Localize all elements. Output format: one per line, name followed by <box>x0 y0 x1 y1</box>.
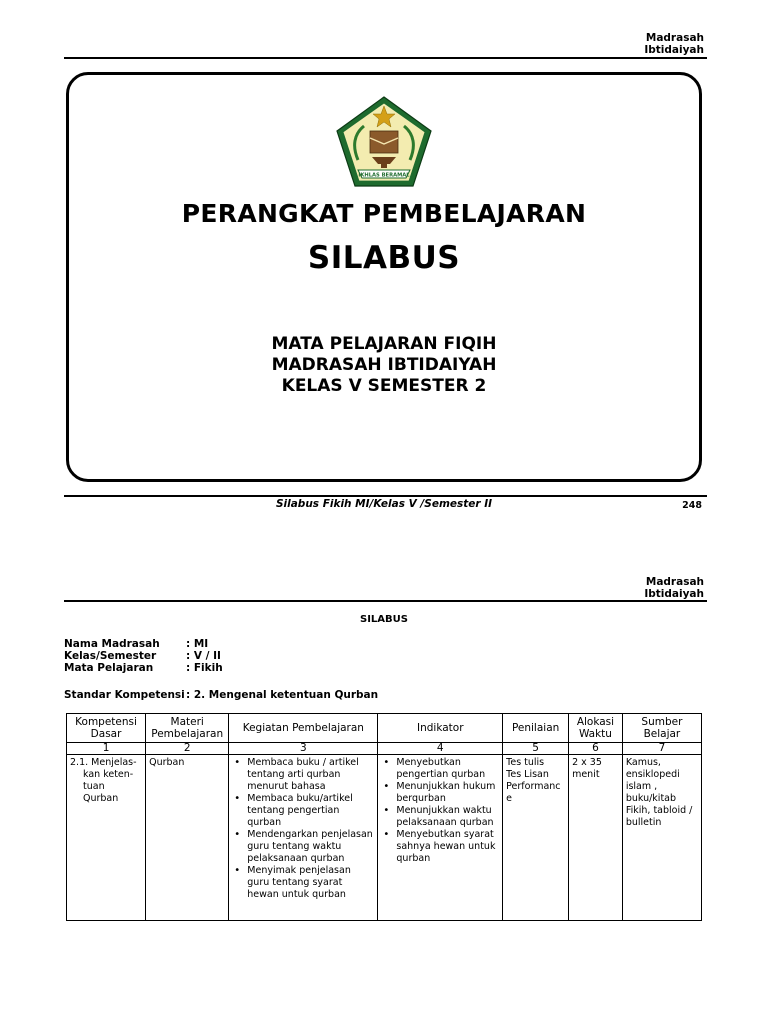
list-item: • Mendengarkan penjelasan guru tentang waktu pelaksanaan qurban <box>232 829 374 865</box>
page-number: 248 <box>682 500 702 511</box>
cell-indikator <box>378 755 503 921</box>
col-number: 4 <box>378 743 503 755</box>
cell-alokasi <box>569 755 623 921</box>
info-row-mapel <box>64 662 223 674</box>
cell-line: 2 x 35 <box>572 757 602 768</box>
cell-kegiatan <box>229 755 378 921</box>
cell-sumber <box>622 755 701 921</box>
cell-materi: Qurban <box>146 755 229 921</box>
standar-label: Standar Kompetensi <box>64 689 185 701</box>
syllabus-table <box>66 713 702 921</box>
cell-line: ensiklopedi <box>625 769 680 780</box>
col-header: Materi Pembelajaran <box>146 714 229 743</box>
info-value: : Fikih <box>186 662 223 674</box>
list-item: • Membaca buku/artikel tentang pengertian qurban <box>232 793 374 829</box>
cell-line: e <box>506 793 513 804</box>
header-line-1: Madrasah <box>645 576 704 588</box>
page1-header-rule <box>64 57 707 59</box>
cell-line: Kamus, <box>625 757 661 768</box>
list-item: • Membaca buku / artikel tentang arti qurban menurut bahasa <box>232 757 374 793</box>
header-line-1: Madrasah <box>645 32 704 44</box>
col-number: 7 <box>622 743 701 755</box>
list-item: • Menyimak penjelasan guru tentang syarat hewan untuk qurban <box>232 865 374 901</box>
col-number: 6 <box>569 743 623 755</box>
table-row <box>67 755 702 921</box>
col-header: Kegiatan Pembelajaran <box>229 714 378 743</box>
cell-kompetensi <box>67 755 146 921</box>
cell-line: tuan <box>83 781 105 792</box>
syllabus-heading: SILABUS <box>360 614 408 625</box>
list-item: • Menunjukkan hukum berqurban <box>381 781 499 805</box>
cell-line: Qurban <box>83 793 119 804</box>
kegiatan-list <box>232 757 374 901</box>
header-line-2: Ibtidaiyah <box>644 588 704 600</box>
cell-line: Performanc <box>506 781 561 792</box>
cover-line-class: KELAS V SEMESTER 2 <box>281 376 487 396</box>
col-header: Kompetensi Dasar <box>67 714 146 743</box>
list-item: • Menunjukkan waktu pelaksanaan qurban <box>381 805 499 829</box>
info-block <box>64 638 223 674</box>
cell-line: islam , <box>625 781 658 792</box>
cover-line-school: MADRASAH IBTIDAIYAH <box>271 355 497 375</box>
cover-subtitle: SILABUS <box>307 240 461 276</box>
info-label: Mata Pelajaran <box>64 662 154 674</box>
cover-line-subject: MATA PELAJARAN FIQIH <box>271 334 497 354</box>
cell-line: Tes tulis <box>506 757 545 768</box>
col-header: Alokasi Waktu <box>569 714 623 743</box>
page2-header-rule <box>64 600 707 602</box>
page2-header-institution <box>644 576 704 600</box>
info-row-madrasah <box>64 638 223 650</box>
info-row-kelas <box>64 650 223 662</box>
info-value: : V / II <box>186 650 221 662</box>
table-number-row <box>67 743 702 755</box>
col-number: 2 <box>146 743 229 755</box>
page1-header-institution <box>644 32 704 56</box>
cell-line: Fikih, tabloid / <box>625 805 693 816</box>
info-label: Nama Madrasah <box>64 638 160 650</box>
col-number: 5 <box>503 743 569 755</box>
cell-line: Tes Lisan <box>506 769 549 780</box>
list-item: • Menyebutkan pengertian qurban <box>381 757 499 781</box>
page1-footer-text: Silabus Fikih MI/Kelas V /Semester II <box>275 498 493 510</box>
table-header-row <box>67 714 702 743</box>
cell-line: kan keten- <box>83 769 134 780</box>
cell-line: buku/kitab <box>625 793 677 804</box>
standar-kompetensi <box>64 689 378 701</box>
list-item: • Menyebutkan syarat sahnya hewan untuk qurban <box>381 829 499 865</box>
cell-penilaian <box>503 755 569 921</box>
col-header: Indikator <box>378 714 503 743</box>
indikator-list <box>381 757 499 865</box>
header-line-2: Ibtidaiyah <box>644 44 704 56</box>
info-label: Kelas/Semester <box>64 650 157 662</box>
cell-line: bulletin <box>625 817 662 828</box>
info-value: : MI <box>186 638 209 650</box>
col-header: Penilaian <box>503 714 569 743</box>
kemenag-emblem-logo <box>334 94 434 190</box>
cell-line: 2.1. Menjelas- <box>70 757 137 768</box>
col-header: Sumber Belajar <box>622 714 701 743</box>
col-number: 3 <box>229 743 378 755</box>
page1-footer-rule <box>64 495 707 497</box>
cell-line: menit <box>572 769 600 780</box>
standar-value: : 2. Mengenal ketentuan Qurban <box>186 689 379 701</box>
emblem-motto: IKHLAS BERAMAL <box>358 172 410 179</box>
cover-title: PERANGKAT PEMBELAJARAN <box>181 199 587 228</box>
col-number: 1 <box>67 743 146 755</box>
